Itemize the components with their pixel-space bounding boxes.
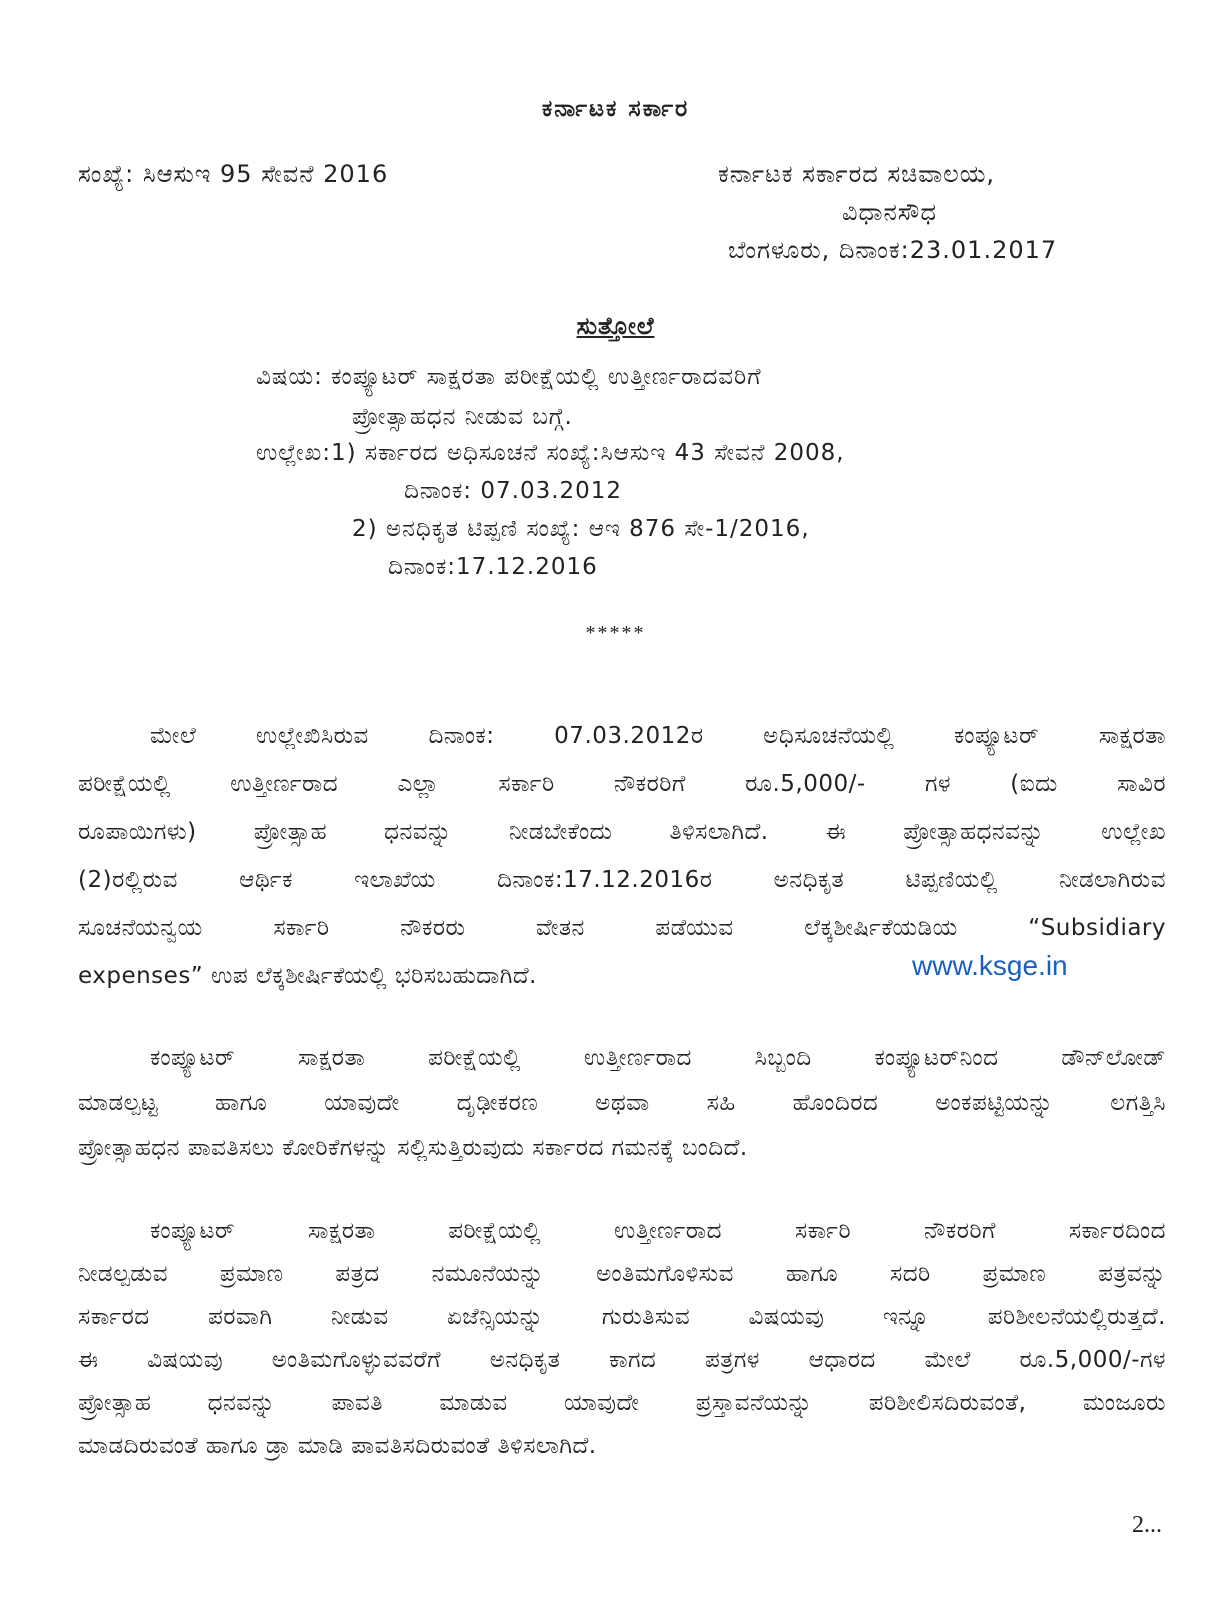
- subject-line-1: ವಿಷಯ: ಕಂಪ್ಯೂಟರ್ ಸಾಕ್ಷರತಾ ಪರೀಕ್ಷೆಯಲ್ಲಿ ಉತ್ತೀರ್ಣರಾದವರಿಗೆ: [256, 364, 762, 390]
- separator: *****: [585, 622, 646, 644]
- paragraph-3-line: ಈ ವಿಷಯವು ಅಂತಿಮಗೊಳ್ಳುವವರೆಗೆ ಅನಧಿಕೃತ ಕಾಗದ ಪತ್ರಗಳ ಆಧಾರದ ಮೇಲೆ ರೂ.5,000/-ಗಳ: [78, 1347, 1166, 1373]
- paragraph-1-line: ಸೂಚನೆಯನ್ವಯ ಸರ್ಕಾರಿ ನೌಕರರು ವೇತನ ಪಡೆಯುವ ಲೆಕ್ಕಶೀರ್ಷಿಕೆಯಡಿಯ “Subsidiary: [78, 915, 1166, 941]
- paragraph-3-line: ಮಾಡದಿರುವಂತೆ ಹಾಗೂ ಡ್ರಾ ಮಾಡಿ ಪಾವತಿಸದಿರುವಂತೆ ತಿಳಿಸಲಾಗಿದೆ.: [78, 1433, 597, 1459]
- address-line-1: ಕರ್ನಾಟಕ ಸರ್ಕಾರದ ಸಚಿವಾಲಯ,: [718, 160, 996, 188]
- reference-2-line-2: ದಿನಾಂಕ:17.12.2016: [388, 554, 598, 580]
- paragraph-3-line: ಸರ್ಕಾರದ ಪರವಾಗಿ ನೀಡುವ ಏಜೆನ್ಸಿಯನ್ನು ಗುರುತಿಸುವ ವಿಷಯವು ಇನ್ನೂ ಪರಿಶೀಲನೆಯಲ್ಲಿರುತ್ತದೆ.: [78, 1304, 1166, 1330]
- paragraph-1-line: ರೂಪಾಯಿಗಳು) ಪ್ರೋತ್ಸಾಹ ಧನವನ್ನು ನೀಡಬೇಕೆಂದು ತಿಳಿಸಲಾಗಿದೆ. ಈ ಪ್ರೋತ್ಸಾಹಧನವನ್ನು ಉಲ್ಲೇಖ: [78, 819, 1166, 845]
- paragraph-3: [78, 1210, 1166, 1468]
- subject-line-2: ಪ್ರೋತ್ಸಾಹಧನ ನೀಡುವ ಬಗ್ಗೆ.: [352, 404, 573, 430]
- reference-1-line-2: ದಿನಾಂಕ: 07.03.2012: [404, 478, 623, 504]
- paragraph-2: [78, 1036, 1166, 1171]
- page-number: 2...: [1132, 1512, 1162, 1538]
- paragraph-2-line: ಪ್ರೋತ್ಸಾಹಧನ ಪಾವತಿಸಲು ಕೋರಿಕೆಗಳನ್ನು ಸಲ್ಲಿಸುತ್ತಿರುವುದು ಸರ್ಕಾರದ ಗಮನಕ್ಕೆ ಬಂದಿದೆ.: [78, 1135, 748, 1161]
- paragraph-2-line: ಮಾಡಲ್ಪಟ್ಟ ಹಾಗೂ ಯಾವುದೇ ದೃಢೀಕರಣ ಅಥವಾ ಸಹಿ ಹೊಂದಿರದ ಅಂಕಪಟ್ಟಿಯನ್ನು ಲಗತ್ತಿಸಿ: [78, 1090, 1166, 1116]
- address-date-line: ಬೆಂಗಳೂರು, ದಿನಾಂಕ:23.01.2017: [728, 236, 1058, 264]
- website-watermark: www.ksge.in: [912, 950, 1068, 981]
- reference-2-line-1: 2) ಅನಧಿಕೃತ ಟಿಪ್ಪಣಿ ಸಂಖ್ಯೆ: ಆಇ 876 ಸೇ-1/2016,: [352, 516, 810, 542]
- order-number: ಸಂಖ್ಯೆ: ಸಿಆಸುಇ 95 ಸೇವನೆ 2016: [78, 160, 389, 188]
- paragraph-3-line: ಪ್ರೋತ್ಸಾಹ ಧನವನ್ನು ಪಾವತಿ ಮಾಡುವ ಯಾವುದೇ ಪ್ರಸ್ತಾವನೆಯನ್ನು ಪರಿಶೀಲಿಸದಿರುವಂತೆ, ಮಂಜೂರು: [78, 1390, 1166, 1416]
- paragraph-1-line: ಮೇಲೆ ಉಲ್ಲೇಖಿಸಿರುವ ದಿನಾಂಕ: 07.03.2012ರ ಅಧಿಸೂಚನೆಯಲ್ಲಿ ಕಂಪ್ಯೂಟರ್ ಸಾಕ್ಷರತಾ: [150, 723, 1166, 749]
- paragraph-1-line: (2)ರಲ್ಲಿರುವ ಆರ್ಥಿಕ ಇಲಾಖೆಯ ದಿನಾಂಕ:17.12.2016ರ ಅನಧಿಕೃತ ಟಿಪ್ಪಣಿಯಲ್ಲಿ ನೀಡಲಾಗಿರುವ: [78, 867, 1166, 893]
- address-line-2: ವಿಧಾನಸೌಧ: [842, 198, 937, 226]
- government-title: ಕರ್ನಾಟಕ ಸರ್ಕಾರ: [541, 96, 690, 122]
- paragraph-3-line: ಕಂಪ್ಯೂಟರ್ ಸಾಕ್ಷರತಾ ಪರೀಕ್ಷೆಯಲ್ಲಿ ಉತ್ತೀರ್ಣರಾದ ಸರ್ಕಾರಿ ನೌಕರರಿಗೆ ಸರ್ಕಾರದಿಂದ: [150, 1218, 1166, 1244]
- circular-title: ಸುತ್ತೋಲೆ: [576, 312, 655, 340]
- paragraph-2-line: ಕಂಪ್ಯೂಟರ್ ಸಾಕ್ಷರತಾ ಪರೀಕ್ಷೆಯಲ್ಲಿ ಉತ್ತೀರ್ಣರಾದ ಸಿಬ್ಬಂದಿ ಕಂಪ್ಯೂಟರ್‌ನಿಂದ ಡೌನ್‌ಲೋಡ್: [150, 1045, 1166, 1071]
- paragraph-3-line: ನೀಡಲ್ಪಡುವ ಪ್ರಮಾಣ ಪತ್ರದ ನಮೂನೆಯನ್ನು ಅಂತಿಮಗೊಳಿಸುವ ಹಾಗೂ ಸದರಿ ಪ್ರಮಾಣ ಪತ್ರವನ್ನು: [78, 1261, 1166, 1287]
- reference-1-line-1: ಉಲ್ಲೇಖ:1) ಸರ್ಕಾರದ ಅಧಿಸೂಚನೆ ಸಂಖ್ಯೆ:ಸಿಆಸುಇ 43 ಸೇವನೆ 2008,: [256, 440, 845, 466]
- paragraph-1-line: ಪರೀಕ್ಷೆಯಲ್ಲಿ ಉತ್ತೀರ್ಣರಾದ ಎಲ್ಲಾ ಸರ್ಕಾರಿ ನೌಕರರಿಗೆ ರೂ.5,000/- ಗಳ (ಐದು ಸಾವಿರ: [78, 771, 1166, 797]
- paragraph-1-line: expenses” ಉಪ ಲೆಕ್ಕಶೀರ್ಷಿಕೆಯಲ್ಲಿ ಭರಿಸಬಹುದಾಗಿದೆ.: [78, 963, 537, 989]
